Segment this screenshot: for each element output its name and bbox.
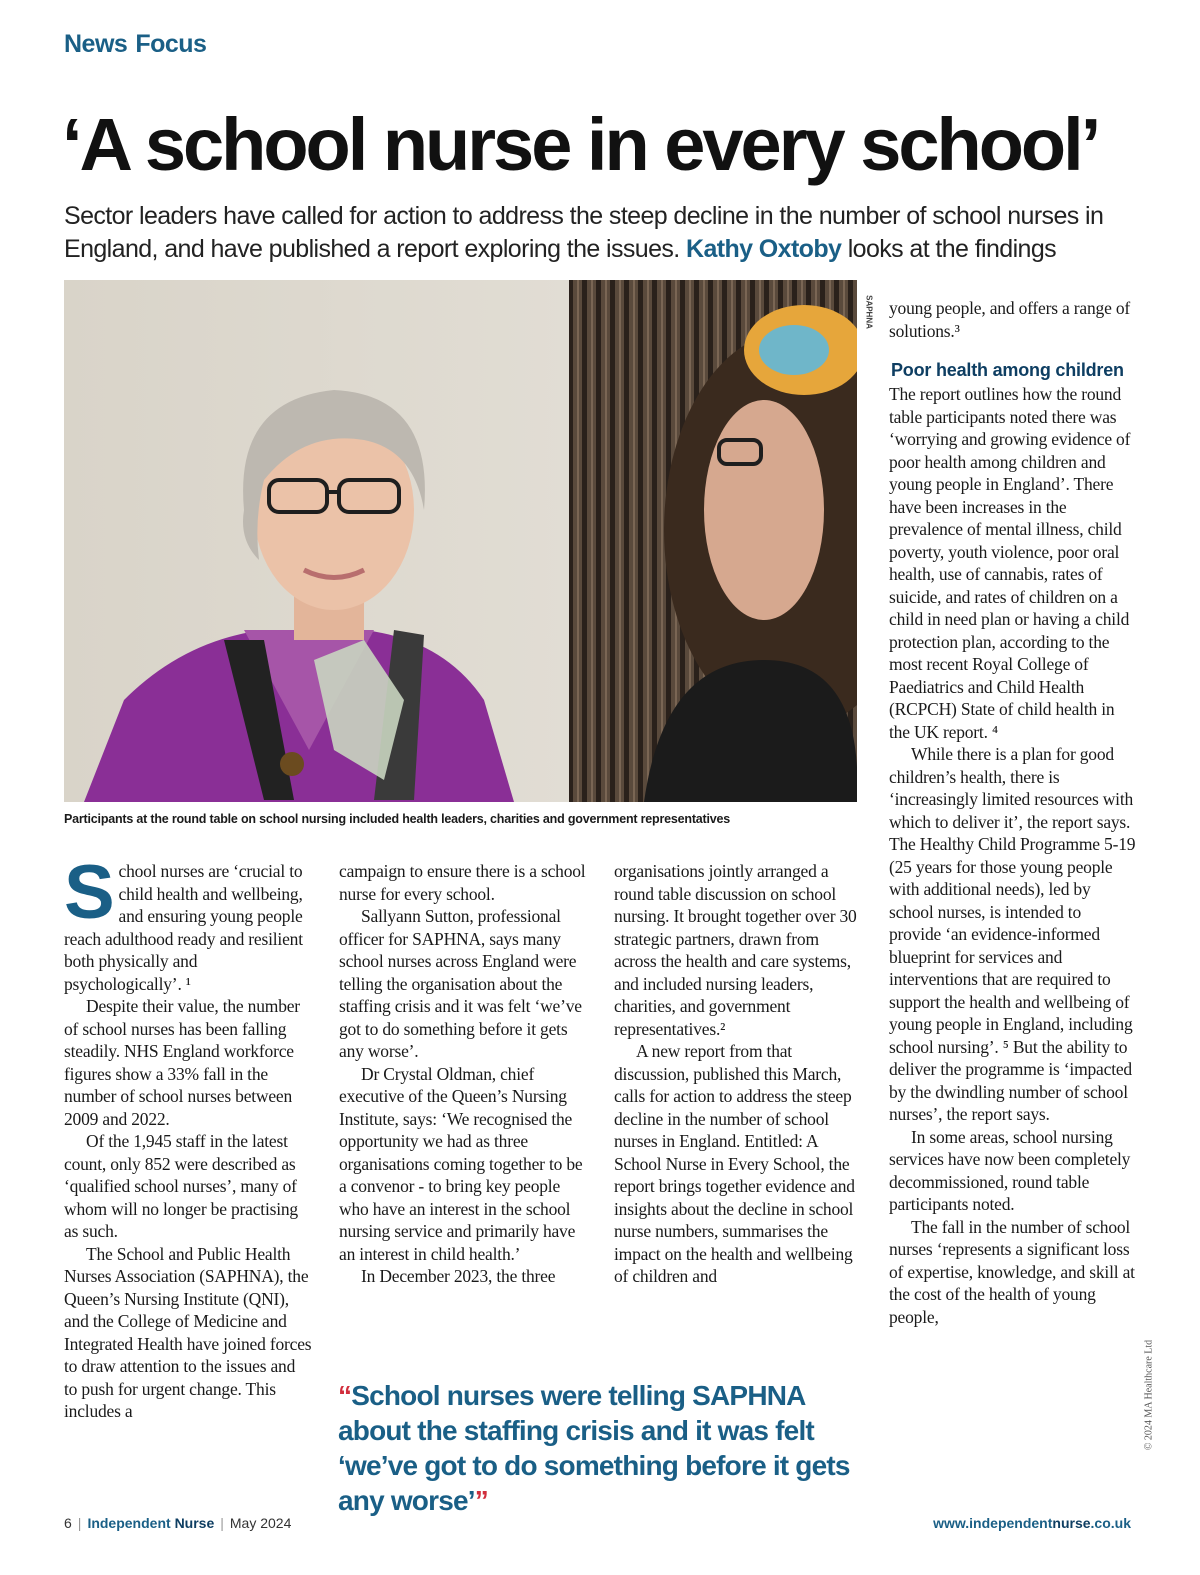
paragraph: The fall in the number of school nurses ‘represents a significant loss of expertise, knowledge, and skill at the cost of the health of young people,: [889, 1216, 1135, 1327]
paragraph: In December 2023, the three: [361, 1266, 556, 1286]
headline: ‘A school nurse in every school’: [62, 103, 1099, 186]
copyright-text: © 2024 MA Healthcare Ltd: [1143, 1339, 1155, 1451]
paragraph: A new report from that discussion, published this March, calls for action to address the steep decline in the number of school nurses in England. Entitled: A School Nurse in Every School, the report brings together evidence and insights about the decline in school nurse numbers, summarises the impact on the health and wellbeing of children and: [614, 1041, 855, 1286]
url-prefix: www.: [933, 1515, 970, 1531]
page-number: 6: [64, 1515, 72, 1531]
open-quote-mark: “: [338, 1380, 352, 1411]
subheading: Poor health among children: [891, 360, 1124, 380]
paragraph: Despite their value, the number of school nurses has been falling steadily. NHS England workforce figures show a 33% fall in the number of school nurses between 2009 and 2022.: [64, 996, 300, 1129]
article-photo: [64, 280, 857, 802]
standfirst-text: Sector leaders have called for action to address the steep decline in the number of school nurses in England, and have published a report exploring the issues.: [64, 202, 1104, 263]
photo-credit: [858, 282, 880, 342]
close-quote-mark: ”: [474, 1485, 488, 1516]
pull-quote: [338, 1378, 858, 1518]
drop-cap: S: [64, 850, 115, 935]
section-tag: [64, 30, 206, 59]
url-suffix: .co.uk: [1090, 1515, 1131, 1531]
paragraph: While there is a plan for good children’s health, there is ‘increasingly limited resources with which to deliver it’, the report says. The Healthy Child Programme 5-19 (25 years for those young people with additional needs), led by school nurses, is intended to provide ‘an evidence-informed blueprint for services and interventions that are required to support the health and wellbeing of young people in England, including school nursing’. ⁵ But the ability to deliver the programme is ‘impacted by the dwindling number of school nurses’, the report says.: [889, 744, 1136, 1124]
paragraph: [64, 850, 312, 995]
url-brand-1: independent: [969, 1515, 1053, 1531]
paragraph: In some areas, school nursing services have now been completely decommissioned, round table participants noted.: [889, 1126, 1131, 1214]
standfirst: [64, 200, 1144, 266]
separator: |: [220, 1515, 224, 1531]
url-brand-2: nurse: [1052, 1515, 1091, 1531]
body-column-3: [614, 860, 862, 1288]
separator: |: [77, 1515, 82, 1531]
brand-name-part-2: Nurse: [174, 1515, 215, 1531]
pull-quote-text: School nurses were telling SAPHNA about the staffing crisis and it was felt ‘we’ve got to do something before it gets any worse’: [338, 1380, 850, 1516]
paragraph: The School and Public Health Nurses Association (SAPHNA), the Queen’s Nursing Institute (QNI), and the College of Medicine and Integrated Health have joined forces to draw attention to the issues and to push for urgent change. This includes a: [64, 1243, 312, 1421]
paragraph: The report outlines how the round table participants noted there was ‘worrying and growing evidence of poor health among children and young people in England’. There have been increases in the prevalence of mental illness, child poverty, youth violence, poor oral health, use of cannabis, rates of suicide, and rates of children on a child in need plan or having a child protection plan, according to the most recent Royal College of Paediatrics and Child Health (RCPCH) State of child health in the UK report. ⁴: [889, 384, 1131, 742]
section-primary: News: [64, 30, 128, 58]
paragraph: Of the 1,945 staff in the latest count, only 852 were described as ‘qualified school nurses’, many of whom will no longer be practising as such.: [64, 1131, 298, 1241]
body-column-4: [889, 297, 1137, 1328]
footer-left: [64, 1515, 291, 1531]
paragraph: Sallyann Sutton, professional officer for SAPHNA, says many school nurses across England were telling the organisation about the staffing crisis and it was felt ‘we’ve got to do something before it gets any worse’.: [339, 906, 582, 1061]
paragraph: Dr Crystal Oldman, chief executive of the Queen’s Nursing Institute, says: ‘We recognised the opportunity we had as three organisations coming together to be a convenor - to bring key people who have an interest in the school nursing service and primarily have an interest in child health.’: [339, 1063, 583, 1264]
brand-name-part-1: Independent: [87, 1515, 171, 1531]
body-column-1: [64, 850, 312, 1423]
body-column-2: [339, 860, 587, 1288]
photo-credit-text: SAPHNA: [864, 295, 874, 329]
paragraph: organisations jointly arranged a round table discussion on school nursing. It brought together over 30 strategic partners, drawn from across the health and care systems, and included nursing leaders, charities, and government representatives.²: [614, 861, 857, 1039]
author-byline[interactable]: Kathy Oxtoby: [686, 235, 842, 263]
paragraph: campaign to ensure there is a school nurse for every school.: [339, 861, 586, 904]
standfirst-tail: looks at the findings: [847, 235, 1057, 263]
section-secondary: Focus: [135, 30, 207, 58]
paragraph-text: chool nurses are ‘crucial to child health and wellbeing, and ensuring young people reach adulthood ready and resilient both physically and psychologically’. ¹: [64, 861, 303, 994]
issue-date: May 2024: [229, 1515, 292, 1531]
website-link[interactable]: [933, 1515, 1131, 1531]
photo-caption: Participants at the round table on school nursing included health leaders, charities and government representatives: [64, 812, 731, 826]
copyright-notice: [1137, 1330, 1161, 1460]
paragraph: young people, and offers a range of solutions.³: [889, 298, 1130, 341]
photo-illustration: [64, 280, 857, 802]
